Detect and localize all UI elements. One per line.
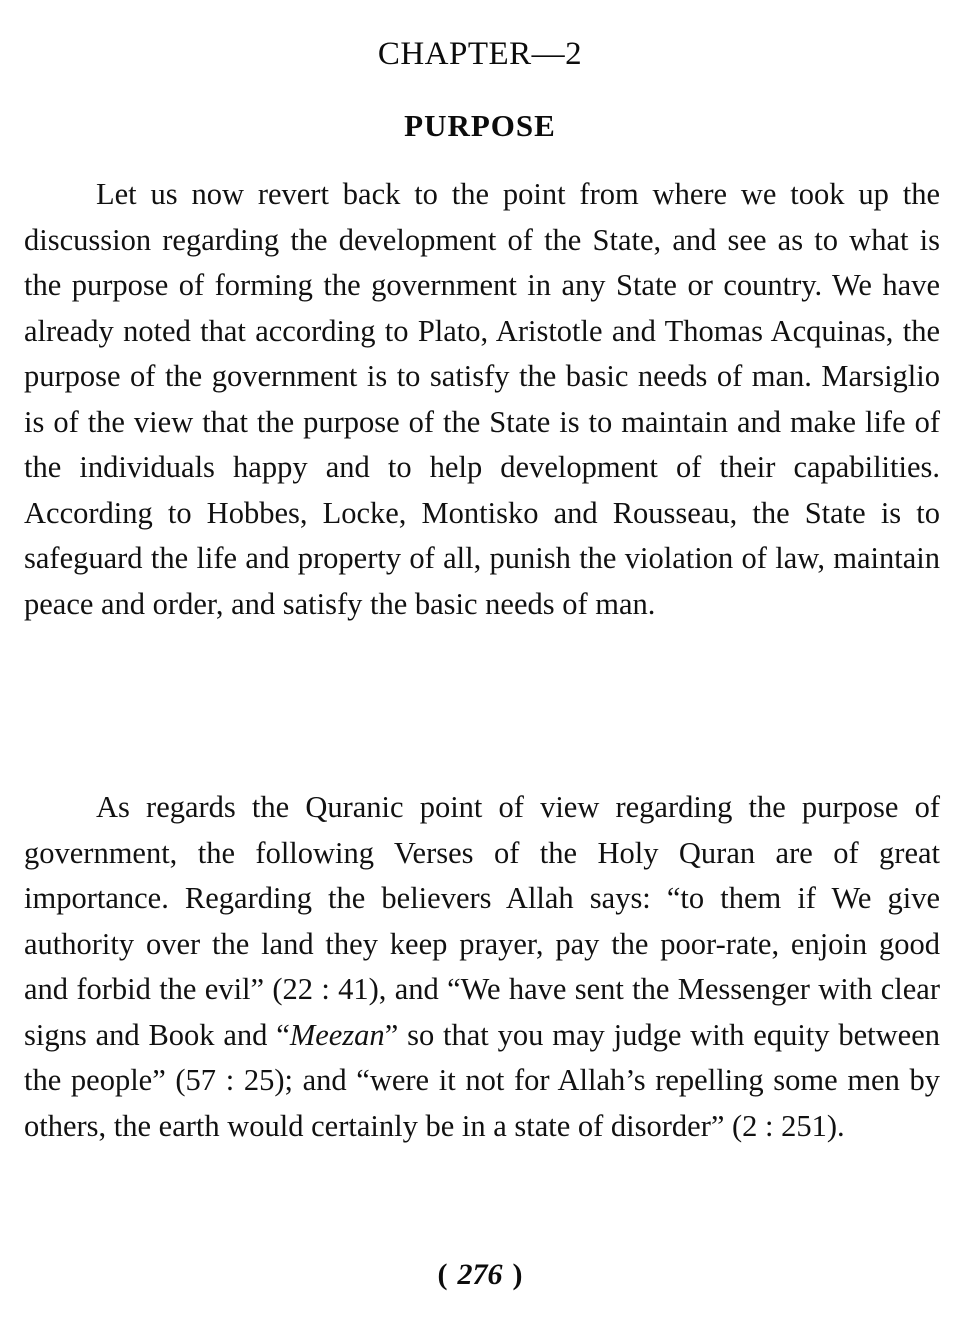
paragraph-2-italic-term: Meezan: [289, 1017, 385, 1052]
page-number-value: 276: [457, 1258, 503, 1291]
paragraph-2: [24, 785, 940, 1149]
page-number: [0, 1258, 960, 1292]
paragraph-1: [24, 172, 940, 627]
section-title: PURPOSE: [404, 108, 556, 143]
paragraph-1-text: Let us now revert back to the point from where we took up the discussion regarding the development of the State, and see as to what is the purpose of forming the government in any State or country. We have already noted that according to Plato, Aristotle and Thomas Acquinas, the purpose of the government is to satisfy the basic needs of man. Marsiglio is of the view that the purpose of the State is to maintain and make life of the individuals happy and to help development of their capabilities. According to Hobbes, Locke, Montisko and Rousseau, the State is to safeguard the life and property of all, punish the violation of law, maintain peace and order, and satisfy the basic needs of man.: [24, 177, 940, 621]
chapter-heading: CHAPTER—2: [377, 36, 583, 72]
paragraph-2-text-before: As regards the Quranic point of view regarding the purpose of government, the following Verses of the Holy Quran are of great importance. Regarding the believers Allah says: “to them if We give authority over the land they keep prayer, pay the poor-rate, enjoin good and forbid the evil” (22 : 41), and “We have sent the Messenger with clear signs and Book and “: [24, 790, 940, 1052]
page-number-open-paren: (: [437, 1258, 448, 1291]
page-number-close-paren: ): [512, 1258, 523, 1291]
paragraph-2-text-after: ” so that you may judge with equity between the people” (57 : 25); and “were it not for Allah’s repelling some men by others, the earth would certainly be in a state of disorder” (2 : 251).: [24, 1017, 940, 1143]
